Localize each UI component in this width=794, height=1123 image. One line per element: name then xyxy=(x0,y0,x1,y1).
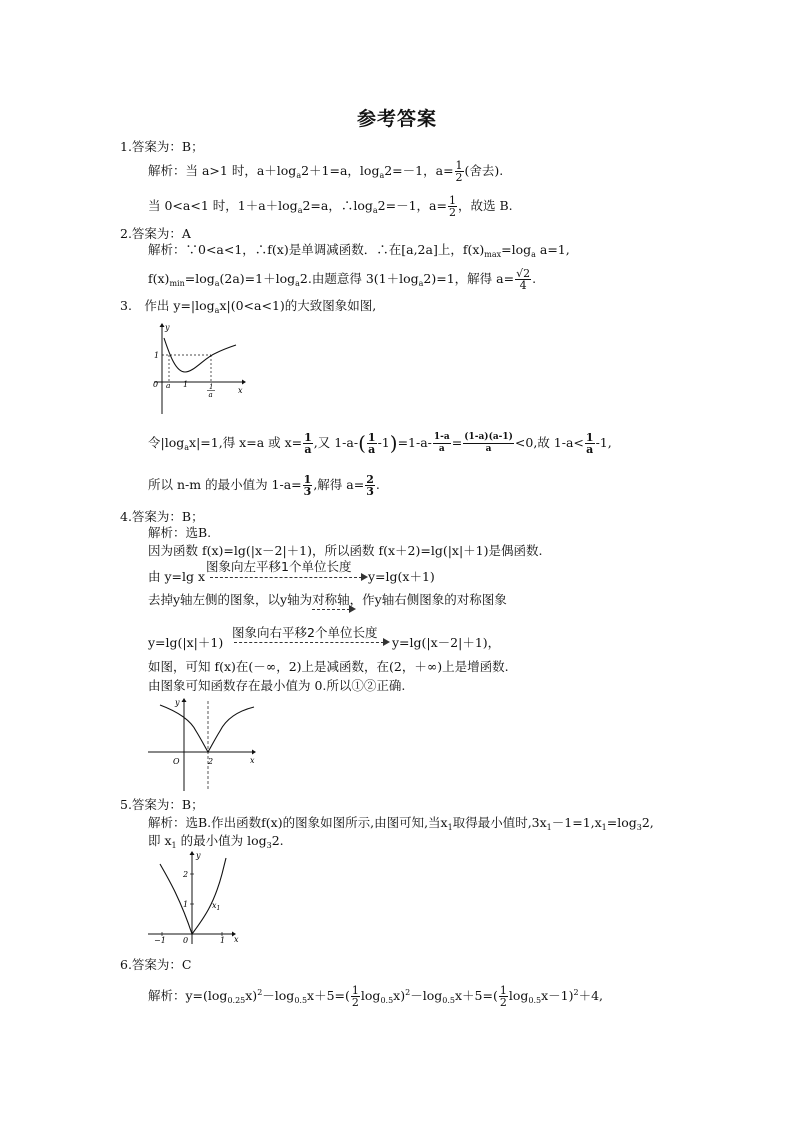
q4-arrow3-label: 图象向右平移2个单位长度 xyxy=(232,625,378,640)
label-2: 2 xyxy=(183,870,189,879)
label-x: x xyxy=(234,935,239,944)
q4-line5-end: y=lg(|x－2|＋1)， xyxy=(392,635,501,650)
q3-line1: 3. 作出 $y=|\log_ax|(0<a<1)$的大致图象如图, xyxy=(120,298,377,315)
q4-line5-start: y=lg(|x|＋1) xyxy=(148,635,224,650)
q5-answer: 5.答案为：B； xyxy=(120,797,204,812)
q4-line1: 解析：选B. xyxy=(148,525,212,540)
x-axis-arrow xyxy=(242,380,246,385)
label-m1: −1 xyxy=(154,936,166,945)
q4-arrow1 xyxy=(210,577,362,578)
q3-graph xyxy=(148,320,248,416)
q3-line2: 令$|\log_ax|=1$,得 x=a 或 x= $\frac{1}{a}$ ,又 1-a-( $\frac{1}{a}$ -1)=1-a- $\frac{1-a}{a}$ = $\frac{(1-a)(a-1)}{a}$ <0,故 1-a< $\frac{1}{a}$ -1, xyxy=(148,431,612,456)
label-x: x xyxy=(250,756,255,765)
q4-line2: 因为函数 f(x)=lg(|x－2|＋1)，所以函数 f(x＋2)=lg(|x|＋1)是偶函数. xyxy=(148,543,543,558)
q6-line1: 解析：$y=(\log_{0.25}x)^2-\log_{0.5}x+5=$( $\frac{1}{2}$ $\log_{0.5}x)^2-\log_{0.5}x+5=$( $\frac{1}{2}$ $\log_{0.5}x-1)^2+4$, xyxy=(148,984,604,1010)
q2-answer: 2.答案为：A xyxy=(120,226,191,241)
q3-line3: 所以 n-m 的最小值为 1-a= $\frac{1}{3}$ ,解得 a= $\frac{2}{3}$ . xyxy=(148,473,380,498)
label-0: 0 xyxy=(183,936,189,945)
q1-answer: 1.答案为：B； xyxy=(120,139,204,154)
q4-arrow2-label: 对称轴 xyxy=(312,592,350,607)
label-x1: $x_1$ xyxy=(212,901,221,912)
q4-answer: 4.答案为：B； xyxy=(120,509,204,524)
q1-line1: 解析：当 a>1 时，$a+\log_a2+1=a$，$\log_a2=-1$，a= $\frac{1}{2}$ (舍去). xyxy=(148,159,504,184)
x-axis-arrow xyxy=(252,750,256,755)
label-inv-a-num: 1 xyxy=(209,383,214,391)
label-inv-a-den: a xyxy=(208,391,213,399)
q4-line6: 如图，可知 f(x)在(－∞，2)上是减函数，在(2，＋∞)上是增函数. xyxy=(148,659,509,674)
q6-answer: 6.答案为：C xyxy=(120,957,192,972)
right-curve xyxy=(192,858,226,934)
label-o: O xyxy=(173,757,180,766)
label-one: 1 xyxy=(183,380,189,389)
label-y: y xyxy=(165,323,170,332)
page-title: 参考答案 xyxy=(356,108,437,130)
q2-line2: $f(x)_{min}=\log_a(2a)=1+\log_a2$.由题意得 $3(1+\log_a2)=1$，解得 a= $\frac{√2}{4}$ . xyxy=(148,267,537,292)
y-axis-arrow xyxy=(182,698,187,702)
label-x: x xyxy=(238,386,243,395)
q2-line1: 解析：∵0<a<1，∴f(x)是单调减函数．∴在[a,2a]上，$f(x)_{max}=\log_a$ a=1, xyxy=(148,242,570,259)
q4-line4: 去掉y轴左侧的图象，以y轴为对称轴 ，作y轴右侧图象的对称图象 xyxy=(148,592,507,608)
q4-line3-start: 由 y=lg x xyxy=(148,569,206,584)
label-one-y: 1 xyxy=(154,351,160,360)
q5-line1: 解析：选B.作出函数f(x)的图象如图所示,由图可知,当$x_1$取得最小值时$,3x_1-1=1,x_1=\log_32$, xyxy=(148,815,654,832)
label-1x: 1 xyxy=(220,936,226,945)
label-a: a xyxy=(166,381,171,390)
q4-arrow2 xyxy=(312,609,350,610)
q4-line3-end: y=lg(x＋1) xyxy=(368,569,435,584)
label-1: 1 xyxy=(183,900,189,909)
q4-line7: 由图象可知函数存在最小值为 0.所以①②正确. xyxy=(148,678,406,693)
label-o: 0 xyxy=(153,380,159,389)
q5-graph xyxy=(146,848,244,946)
y-axis-arrow xyxy=(160,323,165,327)
y-axis-arrow xyxy=(190,851,195,855)
curve xyxy=(160,705,254,752)
q4-arrow1-label: 图象向左平移1个单位长度 xyxy=(206,559,352,574)
label-y: y xyxy=(175,698,180,707)
q1-line2: 当 0<a<1 时，$1+a+\log_a2=a$，$\therefore\log_a2=-1$，a= $\frac{1}{2}$ ，故选 B. xyxy=(148,194,513,219)
label-y: y xyxy=(196,851,201,860)
q4-arrow3 xyxy=(234,642,384,643)
label-2: 2 xyxy=(208,757,214,766)
q4-graph xyxy=(146,695,264,793)
q5-line2: 即 $x_1$ 的最小值为 $\log_32$. xyxy=(148,833,284,850)
